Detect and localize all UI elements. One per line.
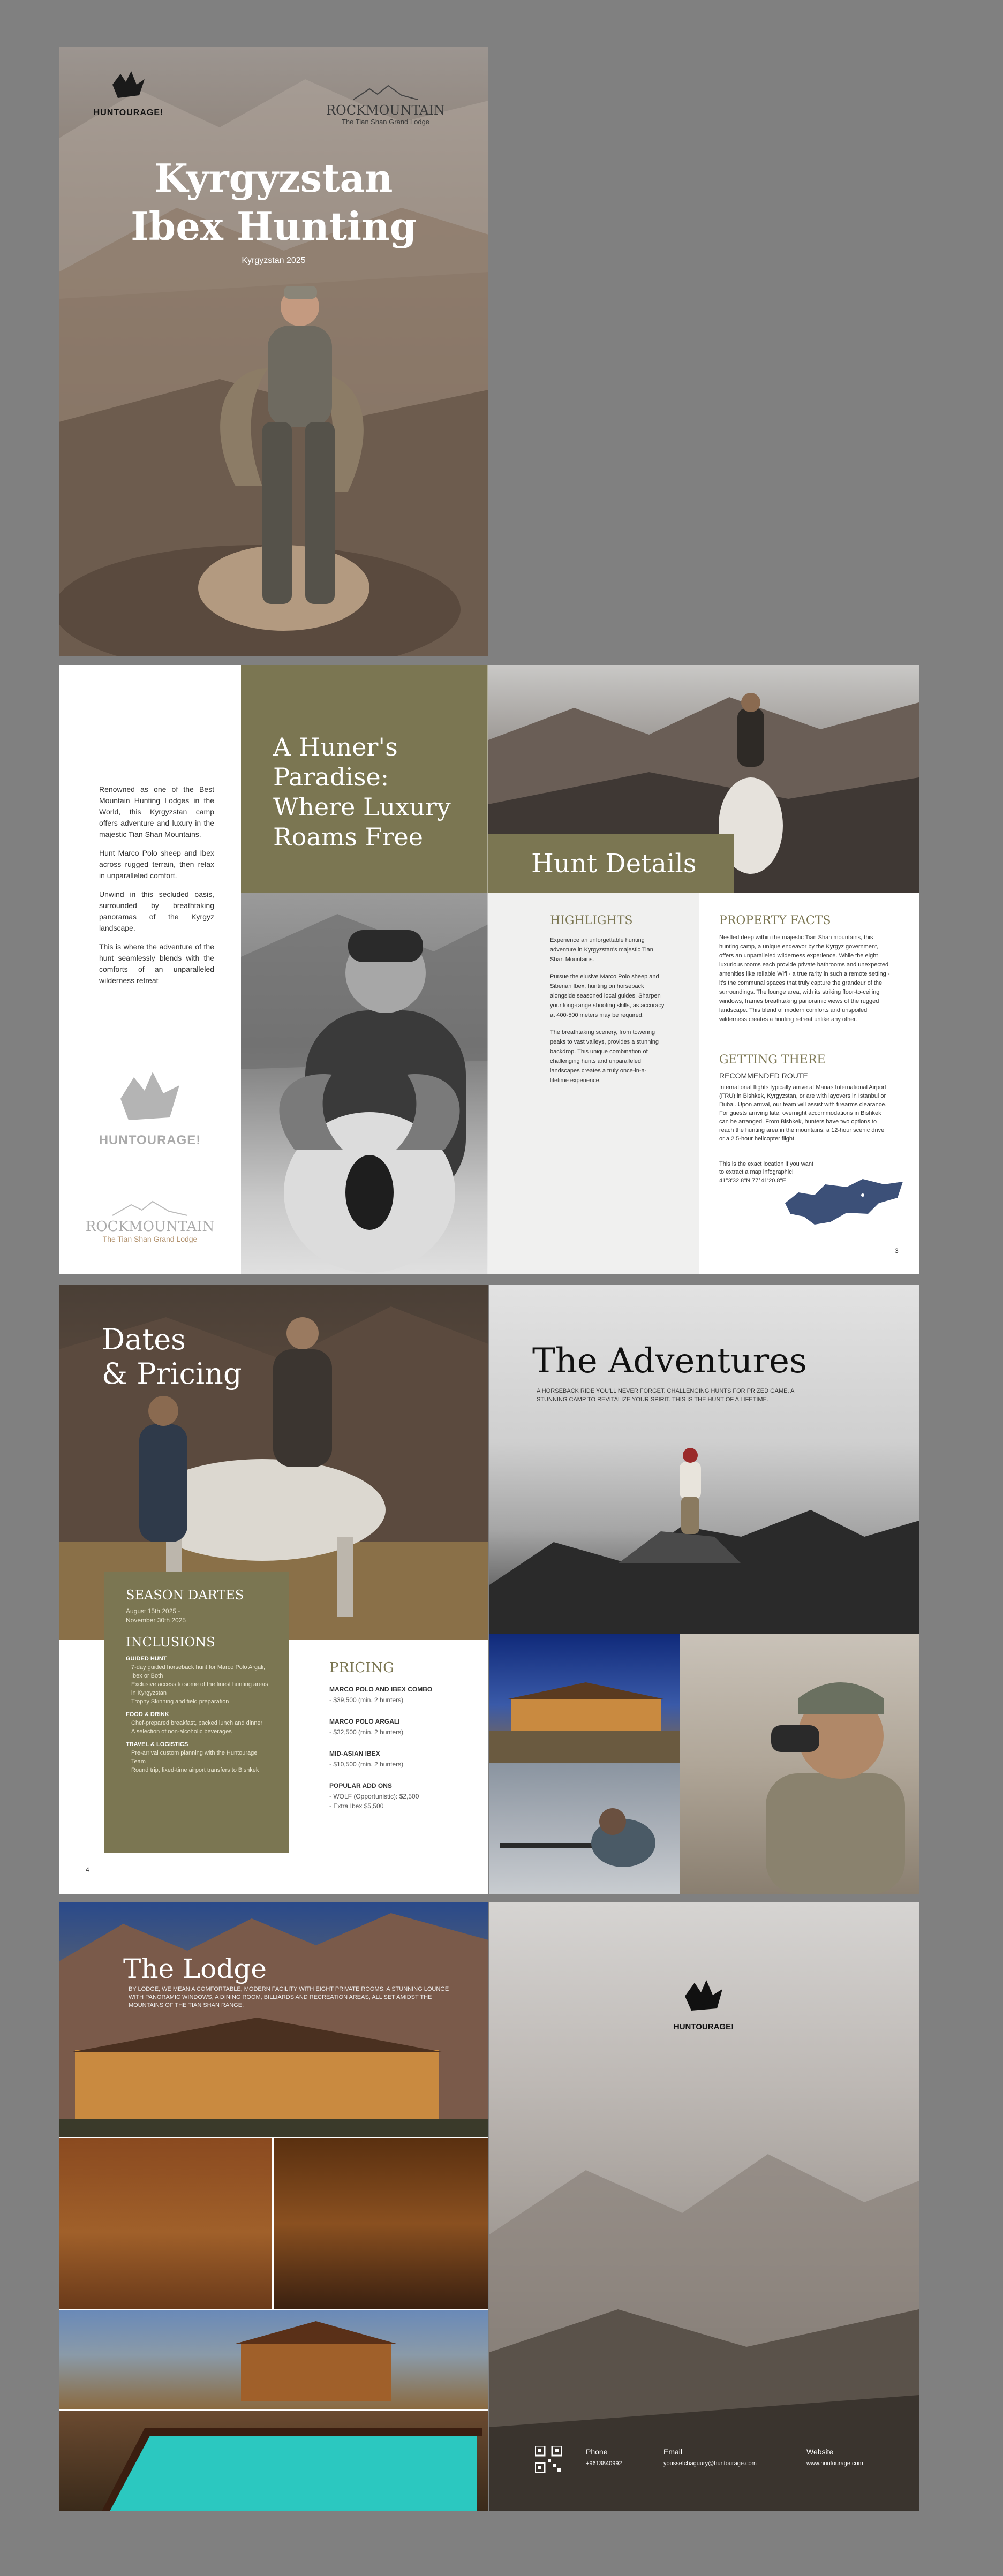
inclusion-item: Round trip, fixed-time airport transfers to Bishkek [131, 1767, 259, 1773]
sniper-photo [489, 1763, 680, 1894]
pool-table-photo [59, 2411, 488, 2511]
contact-value[interactable]: www.huntourage.com [806, 2460, 863, 2467]
route-label: RECOMMENDED ROUTE [719, 1071, 808, 1080]
headline [273, 732, 451, 852]
intro-paragraph: Renowned as one of the Best Mountain Hunting Lodges in the World, this Kyrgyzstan camp offers adventure and luxury in the majestic Tian Shan Mountains. [99, 785, 214, 838]
dates-title-line1: Dates [102, 1323, 186, 1356]
season-line: November 30th 2025 [126, 1616, 186, 1624]
hunter-logo-icon [110, 1067, 190, 1131]
headline-line: Where Luxury [273, 792, 451, 821]
highlights-text [550, 935, 665, 1093]
dates-title-line2: & Pricing [102, 1357, 242, 1391]
hunt-details-page [488, 665, 919, 1274]
adventures-page [489, 1285, 919, 1894]
cover-photo [59, 47, 488, 656]
cover-subtitle: Kyrgyzstan 2025 [242, 256, 306, 265]
cover-brand-logo [91, 69, 166, 118]
contact-label: Phone [586, 2447, 608, 2456]
price-line: - $10,500 (min. 2 hunters) [329, 1761, 404, 1768]
price-line: - $39,500 (min. 2 hunters) [329, 1696, 404, 1704]
cover-title [59, 154, 488, 251]
cover-title-line1: Kyrgyzstan [154, 155, 393, 201]
property-column [699, 893, 919, 1274]
intro-brand-name: HUNTOURAGE! [99, 1133, 201, 1147]
lodge-cabin-illustration [59, 2310, 488, 2409]
contact-label: Website [806, 2447, 834, 2456]
dates-pricing-page [59, 1285, 488, 1894]
hunt-details-banner [488, 834, 734, 894]
price-item [329, 1718, 474, 1736]
price-name: MARCO POLO AND IBEX COMBO [329, 1686, 433, 1693]
cover-brand-name: HUNTOURAGE! [93, 108, 164, 117]
highlights-paragraph: The breathtaking scenery, from towering peaks to vast valleys, provides a stunning backdrop. This unique combination of challenging hunts and unparalleled landscapes creates a truly once-in-a-lifetime experience. [550, 1029, 659, 1084]
price-name: POPULAR ADD ONS [329, 1782, 392, 1789]
price-item [329, 1750, 474, 1768]
adventures-text: A HORSEBACK RIDE YOU'LL NEVER FORGET. CHALLENGING HUNTS FOR PRIZED GAME. A STUNNING CAMP TO REVITALIZE YOUR SPIRIT. THIS IS THE HUNT OF A LIFETIME. [537, 1388, 794, 1403]
lodge-title: The Lodge [123, 1953, 267, 1984]
property-text: Nestled deep within the majestic Tian Shan mountains, this hunting camp, a unique endeavor by the Kyrgyz government, offers an unparalleled wilderness experience. While the eight luxurious rooms each provide private bathrooms and unexpected amenities like reliable Wifi - a true rarity in such a remote setting - it's the communal spaces that truly capture the grandeur of the surroundings. The lounge area, with its striking floor-to-ceiling windows, frames breathtaking panoramic views of the rugged landscape. This blend of modern comforts and unspoiled wilderness creates a hunting retreat unlike any other. [719, 934, 890, 1023]
sniper-illustration [489, 1763, 680, 1894]
mountain-logo-icon [353, 85, 418, 101]
lodge-hero-photo [59, 1902, 488, 2137]
contact-value[interactable]: +9613840992 [586, 2460, 622, 2467]
lodge-exterior-illustration [489, 1634, 680, 1763]
contact-email [663, 2447, 757, 2467]
binoculars-illustration [680, 1634, 919, 1894]
price-item [329, 1686, 474, 1704]
inclusion-item: Trophy Skinning and field preparation [131, 1698, 229, 1705]
hunter-logo-icon [680, 1977, 728, 2020]
headline-line: A Huner's [273, 732, 398, 761]
contact-phone [586, 2447, 622, 2467]
pool-table-illustration [59, 2411, 488, 2511]
season-dates [126, 1607, 186, 1625]
cover-title-line2: Ibex Hunting [131, 203, 417, 249]
headline-panel [241, 665, 488, 893]
price-line: - $32,500 (min. 2 hunters) [329, 1728, 404, 1736]
inclusion-item: A selection of non-alcoholic beverages [131, 1728, 232, 1735]
page-number: 4 [86, 1866, 89, 1874]
inclusion-heading: FOOD & DRINK [126, 1711, 169, 1718]
intro-page [59, 665, 241, 1274]
inclusions-title: INCLUSIONS [126, 1635, 215, 1650]
headline-line: Roams Free [273, 822, 423, 851]
price-name: MID-ASIAN IBEX [329, 1750, 380, 1757]
intro-paragraph: Hunt Marco Polo sheep and Ibex across rugged terrain, then relax in unparalleled comfort. [99, 849, 214, 880]
headline-line: Paradise: [273, 762, 389, 791]
pricing-title: PRICING [329, 1660, 395, 1676]
binoculars-photo [680, 1634, 919, 1894]
season-title: SEASON DARTES [126, 1588, 244, 1603]
inclusion-item: Chef-prepared breakfast, packed lunch and dinner [131, 1720, 263, 1726]
highlights-column [488, 893, 699, 1274]
property-title: PROPERTY FACTS [719, 914, 831, 927]
highlights-paragraph: Experience an unforgettable hunting adventure in Kyrgyzstan's majestic Tian Shan Mountains. [550, 937, 653, 963]
inclusion-item: Exclusive access to some of the finest hunting areas in Kyrgyzstan [131, 1681, 268, 1696]
hunt-details-title: Hunt Details [531, 849, 697, 879]
intro-partner-sub: The Tian Shan Grand Lodge [102, 1235, 198, 1243]
cover-partner-logo [321, 85, 450, 126]
season-panel [104, 1572, 289, 1853]
map-note: This is the exact location if you want to extract a map infographic! [719, 1161, 814, 1175]
highlights-title: HIGHLIGHTS [550, 914, 633, 927]
price-name: MARCO POLO ARGALI [329, 1718, 400, 1725]
cover-partner-name: ROCKMOUNTAIN [326, 103, 446, 118]
intro-paragraph: Unwind in this secluded oasis, surrounded by breathtaking panoramas of the Kyrgyz landscape. [99, 890, 214, 932]
lodge-cabin-photo [59, 2310, 488, 2409]
hunter-logo-icon [107, 69, 150, 106]
inclusion-heading: GUIDED HUNT [126, 1656, 167, 1662]
qr-code-icon[interactable] [535, 2446, 562, 2473]
adventures-hero-illustration [489, 1285, 919, 1634]
page-number: 3 [895, 1247, 899, 1255]
back-brand-logo [650, 1977, 757, 2031]
price-line: - WOLF (Opportunistic): $2,500 [329, 1793, 419, 1800]
lodge-text: BY LODGE, WE MEAN A COMFORTABLE, MODERN FACILITY WITH EIGHT PRIVATE ROOMS, A STUNNING LOUNGE WITH PANORAMIC WINDOWS, A DINING ROOM, BILLIARDS AND RECREATION AREAS, ALL SET AMIDST THE MOUNTAINS OF THE TIAN SHAN RANGE. [129, 1986, 449, 2008]
intro-text [99, 784, 214, 994]
pricing-section [329, 1660, 474, 1810]
contact-value[interactable]: youssefchaguury@huntourage.com [663, 2460, 757, 2467]
cover-page [59, 47, 488, 656]
intro-partner-name: ROCKMOUNTAIN [85, 1219, 215, 1235]
highlights-paragraph: Pursue the elusive Marco Polo sheep and Siberian Ibex, hunting on horseback alongside seasoned local guides. Sharpen your long-range shooting skills, as accuracy at 400-500 meters may be required. [550, 973, 665, 1018]
lounge-photo [274, 2138, 488, 2309]
map-coordinates: 41°3'32.8"N 77°41'20.8"E [719, 1177, 786, 1184]
price-item [329, 1782, 474, 1810]
price-line: - Extra Ibex $5,500 [329, 1802, 384, 1810]
inclusion-item: Pre-arrival custom planning with the Huntourage Team [131, 1750, 258, 1765]
kyrgyzstan-map-icon [782, 1171, 906, 1230]
cover-partner-sub: The Tian Shan Grand Lodge [341, 118, 430, 126]
lodge-exterior-photo [489, 1634, 680, 1763]
inclusion-heading: TRAVEL & LOGISTICS [126, 1741, 188, 1748]
adventures-hero-photo [489, 1285, 919, 1634]
getting-title: GETTING THERE [719, 1053, 826, 1067]
lodge-hero-illustration [59, 1902, 488, 2137]
mountain-logo-icon [112, 1200, 187, 1217]
back-cover-page [489, 1902, 919, 2511]
intro-partner-logo [80, 1200, 220, 1243]
intro-paragraph: This is where the adventure of the hunt seamlessly blends with the comforts of an unparalleled wilderness retreat [99, 942, 214, 985]
dates-pricing-title [102, 1323, 242, 1391]
back-brand-name: HUNTOURAGE! [673, 2022, 734, 2031]
contact-label: Email [663, 2447, 683, 2456]
lodge-page [59, 1902, 488, 2511]
inclusions-list [126, 1655, 273, 1774]
contact-website [806, 2447, 863, 2467]
adventures-title: The Adventures [532, 1341, 807, 1381]
season-line: August 15th 2025 - [126, 1607, 180, 1615]
billiard-room-photo [59, 2138, 272, 2309]
inclusion-item: 7-day guided horseback hunt for Marco Polo Argali, Ibex or Both [131, 1664, 266, 1679]
intro-brand-logo [91, 1067, 209, 1148]
route-text: International flights typically arrive at Manas International Airport (FRU) in Bishkek, Kyrgyzstan, or are with layovers in Istanbul or Dubai. Upon arrival, our team will assist with firearms clearance. For guests arriving late, overnight accommodations in Bishkek can be arranged. From Bishkek, hunters have two options to reach the hunting area in the mountains: a 12-hour scenic drive or a 2.5-hour helicopter flight. [719, 1084, 887, 1142]
